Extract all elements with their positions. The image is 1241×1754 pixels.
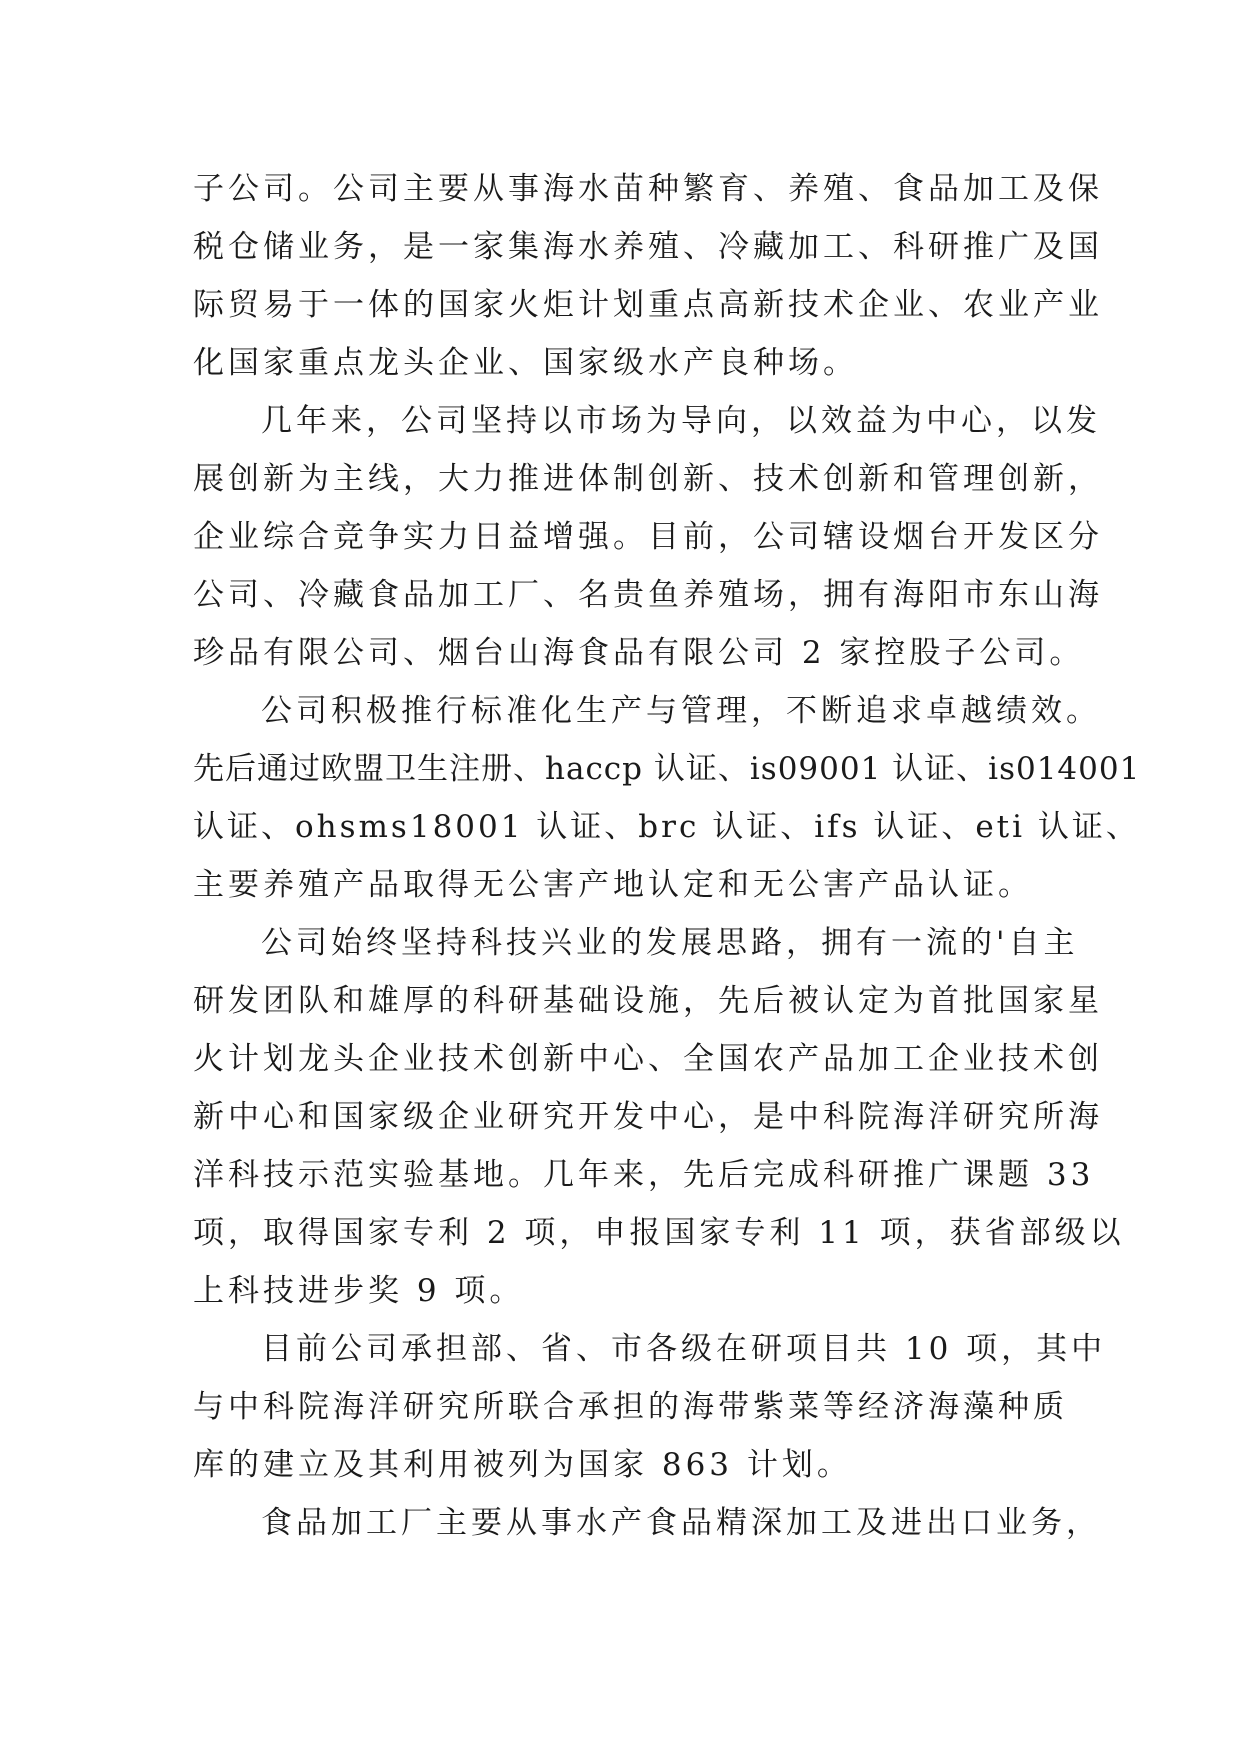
text-line: 展创新为主线，大力推进体制创新、技术创新和管理创新， — [193, 461, 1103, 497]
text-line: 食品加工厂主要从事水产食品精深加工及进出口业务， — [261, 1505, 1101, 1541]
paragraph-company-intro — [193, 160, 1103, 392]
text-line: 火计划龙头企业技术创新中心、全国农产品加工企业技术创 — [193, 1041, 1103, 1077]
text-line: 际贸易于一体的国家火炬计划重点高新技术企业、农业产业 — [193, 287, 1103, 323]
text-line: 珍品有限公司、烟台山海食品有限公司 2 家控股子公司。 — [193, 635, 1085, 671]
paragraph-research — [193, 914, 1125, 1320]
text-line: 几年来，公司坚持以市场为导向，以效益为中心，以发 — [261, 403, 1101, 439]
text-line: 上科技进步奖 9 项。 — [193, 1273, 525, 1309]
text-line: 公司始终坚持科技兴业的发展思路，拥有一流的'自主 — [261, 925, 1079, 961]
text-line: 子公司。公司主要从事海水苗种繁育、养殖、食品加工及保 — [193, 171, 1103, 207]
text-line: 新中心和国家级企业研究开发中心，是中科院海洋研究所海 — [193, 1099, 1103, 1135]
paragraph-certification — [193, 682, 1141, 914]
text-line: 主要养殖产品取得无公害产地认定和无公害产品认证。 — [193, 867, 1033, 903]
text-line: 企业综合竞争实力日益增强。目前，公司辖设烟台开发区分 — [193, 519, 1103, 555]
text-line: 先后通过欧盟卫生注册、haccp 认证、is09001 认证、is014001 — [193, 751, 1141, 787]
text-line: 认证、ohsms18001 认证、brc 认证、ifs 认证、eti 认证、 — [193, 809, 1140, 845]
paragraph-development — [193, 392, 1103, 682]
text-line: 与中科院海洋研究所联合承担的海带紫菜等经济海藻种质 — [193, 1389, 1068, 1425]
text-line: 公司积极推行标准化生产与管理，不断追求卓越绩效。 — [261, 693, 1101, 729]
text-line: 研发团队和雄厚的科研基础设施，先后被认定为首批国家星 — [193, 983, 1103, 1019]
paragraph-projects — [193, 1320, 1107, 1494]
text-line: 公司、冷藏食品加工厂、名贵鱼养殖场，拥有海阳市东山海 — [193, 577, 1103, 613]
text-line: 库的建立及其利用被列为国家 863 计划。 — [193, 1447, 852, 1483]
document-body — [193, 160, 1141, 1552]
text-line: 化国家重点龙头企业、国家级水产良种场。 — [193, 345, 858, 381]
text-line: 项，取得国家专利 2 项，申报国家专利 11 项，获省部级以 — [193, 1215, 1125, 1251]
paragraph-food-plant — [193, 1494, 1101, 1552]
text-line: 税仓储业务，是一家集海水养殖、冷藏加工、科研推广及国 — [193, 229, 1103, 265]
text-line: 洋科技示范实验基地。几年来，先后完成科研推广课题 33 — [193, 1157, 1095, 1193]
text-line: 目前公司承担部、省、市各级在研项目共 10 项，其中 — [261, 1331, 1107, 1367]
